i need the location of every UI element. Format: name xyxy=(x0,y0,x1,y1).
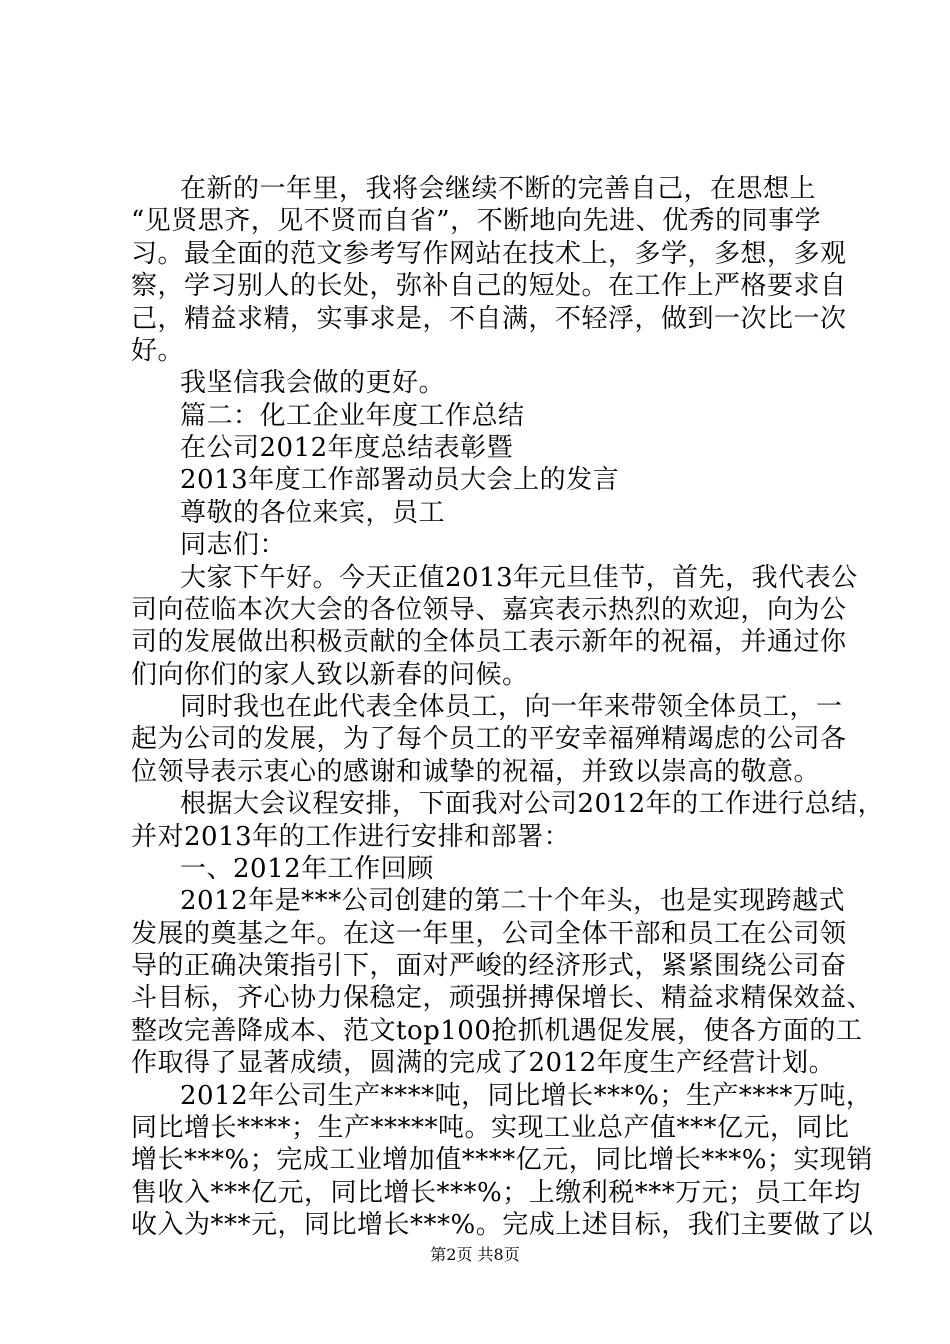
text-line: 在新的一年里，我将会继续不断的完善自己，在思想上 xyxy=(180,174,817,204)
text-line: 们向你们的家人致以新春的问候。 xyxy=(131,660,529,690)
text-line: 斗目标，齐心协力保稳定，顽强拼搏保增长、精益求精保效益、 xyxy=(131,983,874,1013)
text-line: 收入为***元，同比增长***%。完成上述目标，我们主要做了以 xyxy=(131,1210,874,1240)
text-line: 作取得了显著成绩，圆满的完成了2012年度生产经营计划。 xyxy=(131,1048,836,1078)
text-line: 我坚信我会做的更好。 xyxy=(180,368,446,398)
text-line: 2012年公司生产****吨，同比增长***%；生产****万吨， xyxy=(180,1081,873,1111)
text-line: “见贤思齐，见不贤而自省”，不断地向先进、优秀的同事学 xyxy=(131,206,822,236)
salutation-line: 尊敬的各位来宾，员工 xyxy=(180,498,446,528)
text-line: 整改完善降成本、范文top100抢抓机遇促发展，使各方面的工 xyxy=(131,1016,863,1046)
text-line: 发展的奠基之年。在这一年里，公司全体干部和员工在公司领 xyxy=(131,919,847,949)
salutation-line: 同志们： xyxy=(180,530,287,560)
text-line: 习。最全面的范文参考写作网站在技术上，多学，多想，多观 xyxy=(131,239,847,269)
speech-title-line-2: 2013年度工作部署动员大会上的发言 xyxy=(180,465,620,495)
text-line: 察，学习别人的长处，弥补自己的短处。在工作上严格要求自 xyxy=(131,271,847,301)
text-line: 并对2013年的工作进行安排和部署： xyxy=(131,822,571,852)
text-line: 起为公司的发展，为了每个员工的平安幸福殚精竭虑的公司各 xyxy=(131,724,847,754)
text-line: 根据大会议程安排，下面我对公司2012年的工作进行总结， xyxy=(180,789,885,819)
section-heading: 篇二：化工企业年度工作总结 xyxy=(180,401,525,431)
text-line: 2012年是***公司创建的第二十个年头，也是实现跨越式 xyxy=(180,886,846,916)
speech-title-line-1: 在公司2012年度总结表彰暨 xyxy=(180,433,514,463)
text-line: 司向莅临本次大会的各位领导、嘉宾表示热烈的欢迎，向为公 xyxy=(131,595,847,625)
text-line: 好。 xyxy=(131,336,185,366)
text-line: 增长***%；完成工业增加值****亿元，同比增长***%；实现销 xyxy=(131,1145,873,1175)
text-line: 导的正确决策指引下，面对严峻的经济形式，紧紧围绕公司奋 xyxy=(131,951,847,981)
text-line: 司的发展做出积极贡献的全体员工表示新年的祝福，并通过你 xyxy=(131,627,847,657)
text-line: 同比增长****；生产*****吨。实现工业总产值***亿元，同比 xyxy=(131,1113,850,1143)
text-line: 售收入***亿元，同比增长***%；上缴利税***万元；员工年均 xyxy=(131,1178,861,1208)
text-line: 同时我也在此代表全体员工，向一年来带领全体员工，一 xyxy=(180,692,843,722)
text-line: 大家下午好。今天正值2013年元旦佳节，首先，我代表公 xyxy=(180,563,858,593)
text-line: 位领导表示衷心的感谢和诚挚的祝福，并致以崇高的敬意。 xyxy=(131,757,821,787)
subsection-heading: 一、2012年工作回顾 xyxy=(180,854,434,884)
page-number-footer: 第2页 共8页 xyxy=(430,1245,520,1264)
text-line: 己，精益求精，实事求是，不自满，不轻浮，做到一次比一次 xyxy=(131,304,847,334)
